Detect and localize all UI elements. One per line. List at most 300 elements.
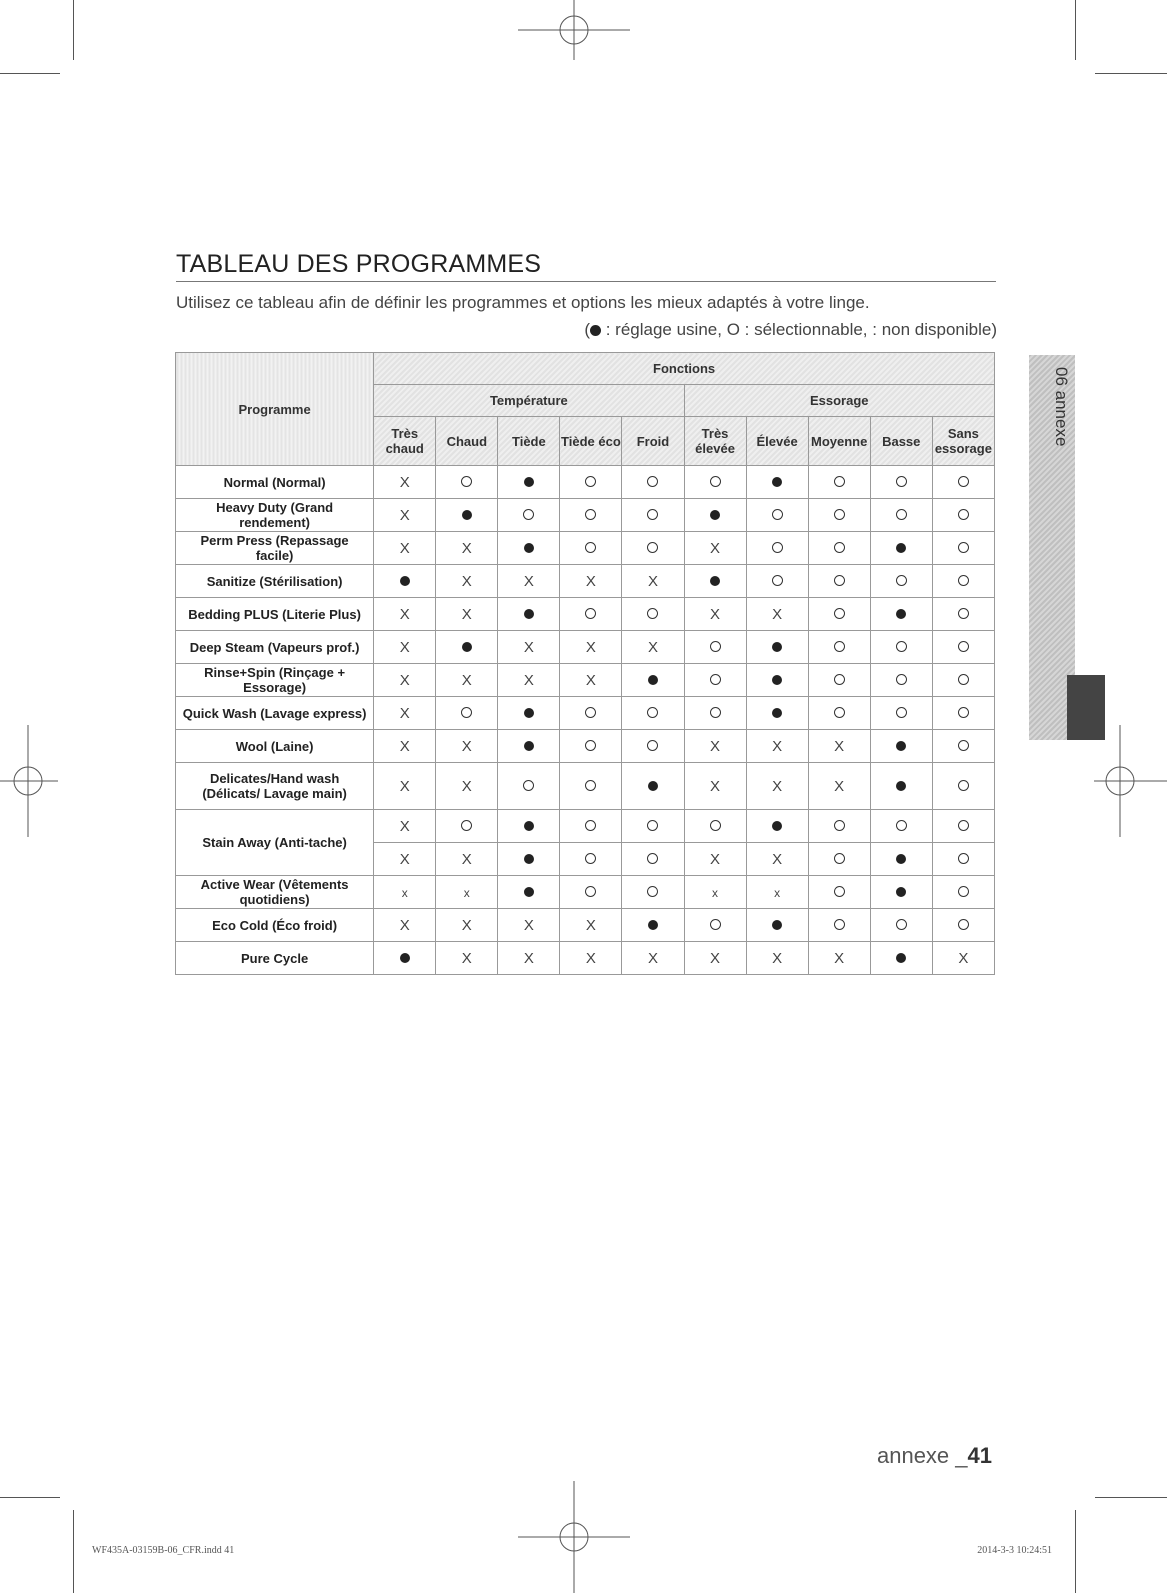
unavailable-mark: X [399,777,410,795]
open-circle-icon [585,476,596,487]
table-cell [870,697,932,730]
table-cell [436,876,498,909]
table-cell [498,763,560,810]
table-cell [436,730,498,763]
table-cell [374,631,436,664]
table-cell [808,876,870,909]
table-cell [374,909,436,942]
unavailable-mark: X [710,737,721,755]
table-cell [622,499,684,532]
table-cell [622,730,684,763]
table-cell [560,565,622,598]
unavailable-mark: X [834,777,845,795]
table-cell [684,499,746,532]
filled-dot-icon [524,708,534,718]
programme-name: Heavy Duty (Grand rendement) [176,499,374,532]
unavailable-mark: X [461,572,472,590]
unavailable-mark: X [710,949,721,967]
programme-name: Normal (Normal) [176,466,374,499]
open-circle-icon [585,780,596,791]
filled-dot-icon [772,920,782,930]
header-essorage: Essorage [684,385,994,417]
table-cell [622,664,684,697]
table-cell [808,631,870,664]
table-cell [684,664,746,697]
open-circle-icon [958,780,969,791]
table-cell [436,843,498,876]
open-circle-icon [896,641,907,652]
table-cell [374,565,436,598]
table-cell [560,466,622,499]
table-cell [498,466,560,499]
filled-dot-icon [648,781,658,791]
unavailable-mark: X [523,949,534,967]
open-circle-icon [834,509,845,520]
unavailable-mark: X [710,605,721,623]
table-cell [498,697,560,730]
unavailable-mark: X [772,777,783,795]
table-cell [746,631,808,664]
open-circle-icon [647,476,658,487]
open-circle-icon [647,509,658,520]
open-circle-icon [647,608,658,619]
table-cell [932,565,994,598]
filled-dot-icon [896,781,906,791]
unavailable-mark: x [463,886,470,900]
column-header: Basse [870,417,932,466]
table-cell [498,843,560,876]
open-circle-icon [896,820,907,831]
open-circle-icon [647,853,658,864]
open-circle-icon [958,707,969,718]
page-subtitle: Utilisez ce tableau afin de définir les programmes et options les mieux adaptés à votre linge. [176,293,870,312]
table-cell [498,631,560,664]
open-circle-icon [461,707,472,718]
unavailable-mark: X [523,638,534,656]
programme-name: Wool (Laine) [176,730,374,763]
table-cell [374,810,436,843]
table-row [176,565,995,598]
table-cell [374,876,436,909]
registration-mark-right [1064,725,1167,837]
table-cell [436,532,498,565]
table-cell [560,876,622,909]
unavailable-mark: X [585,671,596,689]
filled-dot-icon [896,741,906,751]
open-circle-icon [710,674,721,685]
table-cell [498,942,560,975]
table-cell [932,664,994,697]
table-cell [374,466,436,499]
table-row [176,697,995,730]
table-cell [622,843,684,876]
table-cell [498,532,560,565]
open-circle-icon [710,476,721,487]
open-circle-icon [896,509,907,520]
table-cell [808,810,870,843]
table-row [176,730,995,763]
table-cell [374,763,436,810]
table-cell [374,664,436,697]
programme-name: Stain Away (Anti-tache) [176,810,374,876]
open-circle-icon [958,608,969,619]
unavailable-mark: X [399,638,410,656]
open-circle-icon [585,509,596,520]
table-cell [746,763,808,810]
filled-dot-icon [772,642,782,652]
column-header: Chaud [436,417,498,466]
table-cell [622,909,684,942]
table-cell [560,730,622,763]
table-cell [560,843,622,876]
table-cell [374,730,436,763]
table-cell [870,631,932,664]
table-row [176,631,995,664]
filled-dot-icon [524,477,534,487]
programme-name: Perm Press (Repassage facile) [176,532,374,565]
side-tab-label: 06 annexe [1052,367,1071,447]
table-cell [870,499,932,532]
open-circle-icon [585,740,596,751]
programme-name: Bedding PLUS (Literie Plus) [176,598,374,631]
filled-dot-icon [772,708,782,718]
filled-dot-icon [896,953,906,963]
page-label: annexe _ [876,1443,968,1468]
programme-name: Rinse+Spin (Rinçage + Essorage) [176,664,374,697]
unavailable-mark: X [399,506,410,524]
open-circle-icon [585,707,596,718]
open-circle-icon [523,509,534,520]
open-circle-icon [958,740,969,751]
programme-name: Quick Wash (Lavage express) [176,697,374,730]
unavailable-mark: X [772,605,783,623]
filled-dot-icon [896,543,906,553]
table-row [176,810,995,843]
filled-dot-icon [648,920,658,930]
unavailable-mark: X [834,737,845,755]
open-circle-icon [647,820,658,831]
unavailable-mark: x [712,886,719,900]
table-cell [932,697,994,730]
unavailable-mark: X [399,473,410,491]
open-circle-icon [710,641,721,652]
unavailable-mark: X [399,916,410,934]
open-circle-icon [958,674,969,685]
filled-dot-icon [710,576,720,586]
legend-circle-text: : sélectionnable, : non disponible) [739,320,997,339]
table-cell [808,730,870,763]
side-tab-marker [1067,675,1105,740]
unavailable-mark: X [461,949,472,967]
unavailable-mark: X [461,605,472,623]
table-cell [436,697,498,730]
open-circle-icon [710,820,721,831]
table-cell [684,730,746,763]
filled-dot-icon [462,642,472,652]
table-row [176,909,995,942]
table-cell [560,810,622,843]
unavailable-mark: X [399,539,410,557]
table-cell [622,631,684,664]
filled-dot-icon [524,741,534,751]
programme-name: Sanitize (Stérilisation) [176,565,374,598]
column-header: Très chaud [374,417,436,466]
filled-dot-icon [710,510,720,520]
filled-dot-icon [772,675,782,685]
table-cell [808,843,870,876]
table-cell [622,763,684,810]
table-cell [436,810,498,843]
column-header: Froid [622,417,684,466]
legend-open: ( [584,320,590,339]
table-cell [436,631,498,664]
open-circle-icon [647,707,658,718]
open-circle-icon [710,919,721,930]
unavailable-mark: X [585,572,596,590]
column-header: Tiède [498,417,560,466]
table-cell [436,466,498,499]
open-circle-icon [585,886,596,897]
table-cell [746,499,808,532]
open-circle-icon [772,509,783,520]
filled-dot-icon [524,543,534,553]
open-circle-icon [834,575,845,586]
unavailable-mark: X [647,949,658,967]
table-cell [870,598,932,631]
table-cell [870,664,932,697]
table-cell [560,763,622,810]
table-cell [870,810,932,843]
column-header: Élevée [746,417,808,466]
table-cell [498,909,560,942]
table-cell [374,942,436,975]
unavailable-mark: X [772,949,783,967]
filled-dot-icon [524,854,534,864]
table-cell [808,942,870,975]
table-row [176,499,995,532]
table-cell [560,664,622,697]
table-cell [932,909,994,942]
programme-name: Pure Cycle [176,942,374,975]
table-cell [746,565,808,598]
table-cell [684,466,746,499]
registration-mark-bottom [518,1481,630,1593]
legend-dot-text: : réglage usine, [601,320,727,339]
table-cell [560,697,622,730]
table-cell [808,499,870,532]
unavailable-mark: X [958,949,969,967]
open-circle-icon [896,575,907,586]
column-header: Sans essorage [932,417,994,466]
open-circle-icon [834,919,845,930]
unavailable-mark: X [585,916,596,934]
open-circle-icon [834,476,845,487]
unavailable-mark: X [772,850,783,868]
section-side-tab [1029,355,1075,740]
open-circle-icon [958,575,969,586]
open-circle-icon [647,886,658,897]
filled-dot-icon [524,609,534,619]
table-cell [436,499,498,532]
table-cell [684,631,746,664]
open-circle-icon [834,707,845,718]
table-cell [808,697,870,730]
table-cell [622,810,684,843]
table-cell [622,532,684,565]
unavailable-mark: X [399,817,410,835]
unavailable-mark: X [461,850,472,868]
table-cell [808,909,870,942]
table-cell [374,843,436,876]
table-cell [746,730,808,763]
open-circle-icon [834,886,845,897]
table-cell [684,763,746,810]
open-circle-icon [585,853,596,864]
table-cell [622,876,684,909]
filled-dot-icon [400,576,410,586]
unavailable-mark: X [585,638,596,656]
unavailable-mark: X [399,704,410,722]
table-cell [684,843,746,876]
unavailable-mark: X [647,638,658,656]
table-cell [808,532,870,565]
crop-mark [0,1497,60,1498]
table-cell [932,730,994,763]
unavailable-mark: X [523,671,534,689]
table-cell [622,598,684,631]
open-circle-icon [896,674,907,685]
table-cell [932,810,994,843]
table-cell [932,532,994,565]
unavailable-mark: X [710,850,721,868]
print-date: 2014-3-3 10:24:51 [977,1545,1052,1556]
open-circle-icon [958,853,969,864]
table-cell [870,909,932,942]
table-cell [684,565,746,598]
column-header: Moyenne [808,417,870,466]
open-circle-icon [834,542,845,553]
legend-circle-symbol: O [726,320,740,339]
open-circle-icon [958,886,969,897]
table-cell [622,565,684,598]
table-cell [560,942,622,975]
table-cell [498,810,560,843]
table-cell [436,598,498,631]
unavailable-mark: X [523,572,534,590]
table-cell [436,763,498,810]
open-circle-icon [958,476,969,487]
unavailable-mark: X [585,949,596,967]
table-cell [932,631,994,664]
registration-mark-top [518,0,630,112]
open-circle-icon [585,608,596,619]
table-cell [808,466,870,499]
crop-mark [1075,1510,1076,1593]
table-cell [808,598,870,631]
unavailable-mark: X [461,737,472,755]
open-circle-icon [772,575,783,586]
table-cell [746,810,808,843]
table-cell [746,843,808,876]
table-cell [374,532,436,565]
open-circle-icon [585,542,596,553]
table-cell [684,909,746,942]
table-cell [684,598,746,631]
open-circle-icon [523,780,534,791]
open-circle-icon [834,820,845,831]
table-row [176,876,995,909]
table-cell [498,598,560,631]
column-header: Très élevée [684,417,746,466]
table-cell [560,532,622,565]
filled-dot-icon [524,821,534,831]
table-cell [932,499,994,532]
table-cell [684,876,746,909]
unavailable-mark: X [399,605,410,623]
unavailable-mark: X [523,916,534,934]
header-temperature: Température [374,385,684,417]
unavailable-mark: X [710,777,721,795]
table-cell [746,942,808,975]
table-row [176,466,995,499]
crop-mark [1075,0,1076,60]
table-cell [870,730,932,763]
programme-name: Deep Steam (Vapeurs prof.) [176,631,374,664]
programme-name: Delicates/Hand wash (Délicats/ Lavage main) [176,763,374,810]
table-cell [932,598,994,631]
filled-dot-icon [772,477,782,487]
unavailable-mark: x [774,886,781,900]
filled-dot-icon [590,325,601,336]
page-number-value: 41 [967,1443,992,1468]
open-circle-icon [834,641,845,652]
table-cell [746,664,808,697]
table-row [176,664,995,697]
unavailable-mark: X [461,916,472,934]
open-circle-icon [647,740,658,751]
open-circle-icon [772,542,783,553]
table-cell [436,942,498,975]
table-cell [746,909,808,942]
open-circle-icon [958,509,969,520]
open-circle-icon [958,820,969,831]
table-cell [932,942,994,975]
unavailable-mark: X [710,539,721,557]
table-cell [746,466,808,499]
table-cell [932,876,994,909]
table-cell [932,466,994,499]
crop-mark [1095,1497,1167,1498]
open-circle-icon [958,919,969,930]
open-circle-icon [585,820,596,831]
table-row [176,942,995,975]
crop-mark [73,1510,74,1593]
unavailable-mark: X [772,737,783,755]
unavailable-mark: x [401,886,408,900]
filled-dot-icon [772,821,782,831]
table-cell [498,876,560,909]
table-cell [808,664,870,697]
table-cell [560,631,622,664]
table-cell [374,697,436,730]
filled-dot-icon [400,953,410,963]
table-cell [684,942,746,975]
table-cell [436,664,498,697]
filled-dot-icon [462,510,472,520]
table-cell [560,499,622,532]
table-cell [870,942,932,975]
table-cell [870,466,932,499]
